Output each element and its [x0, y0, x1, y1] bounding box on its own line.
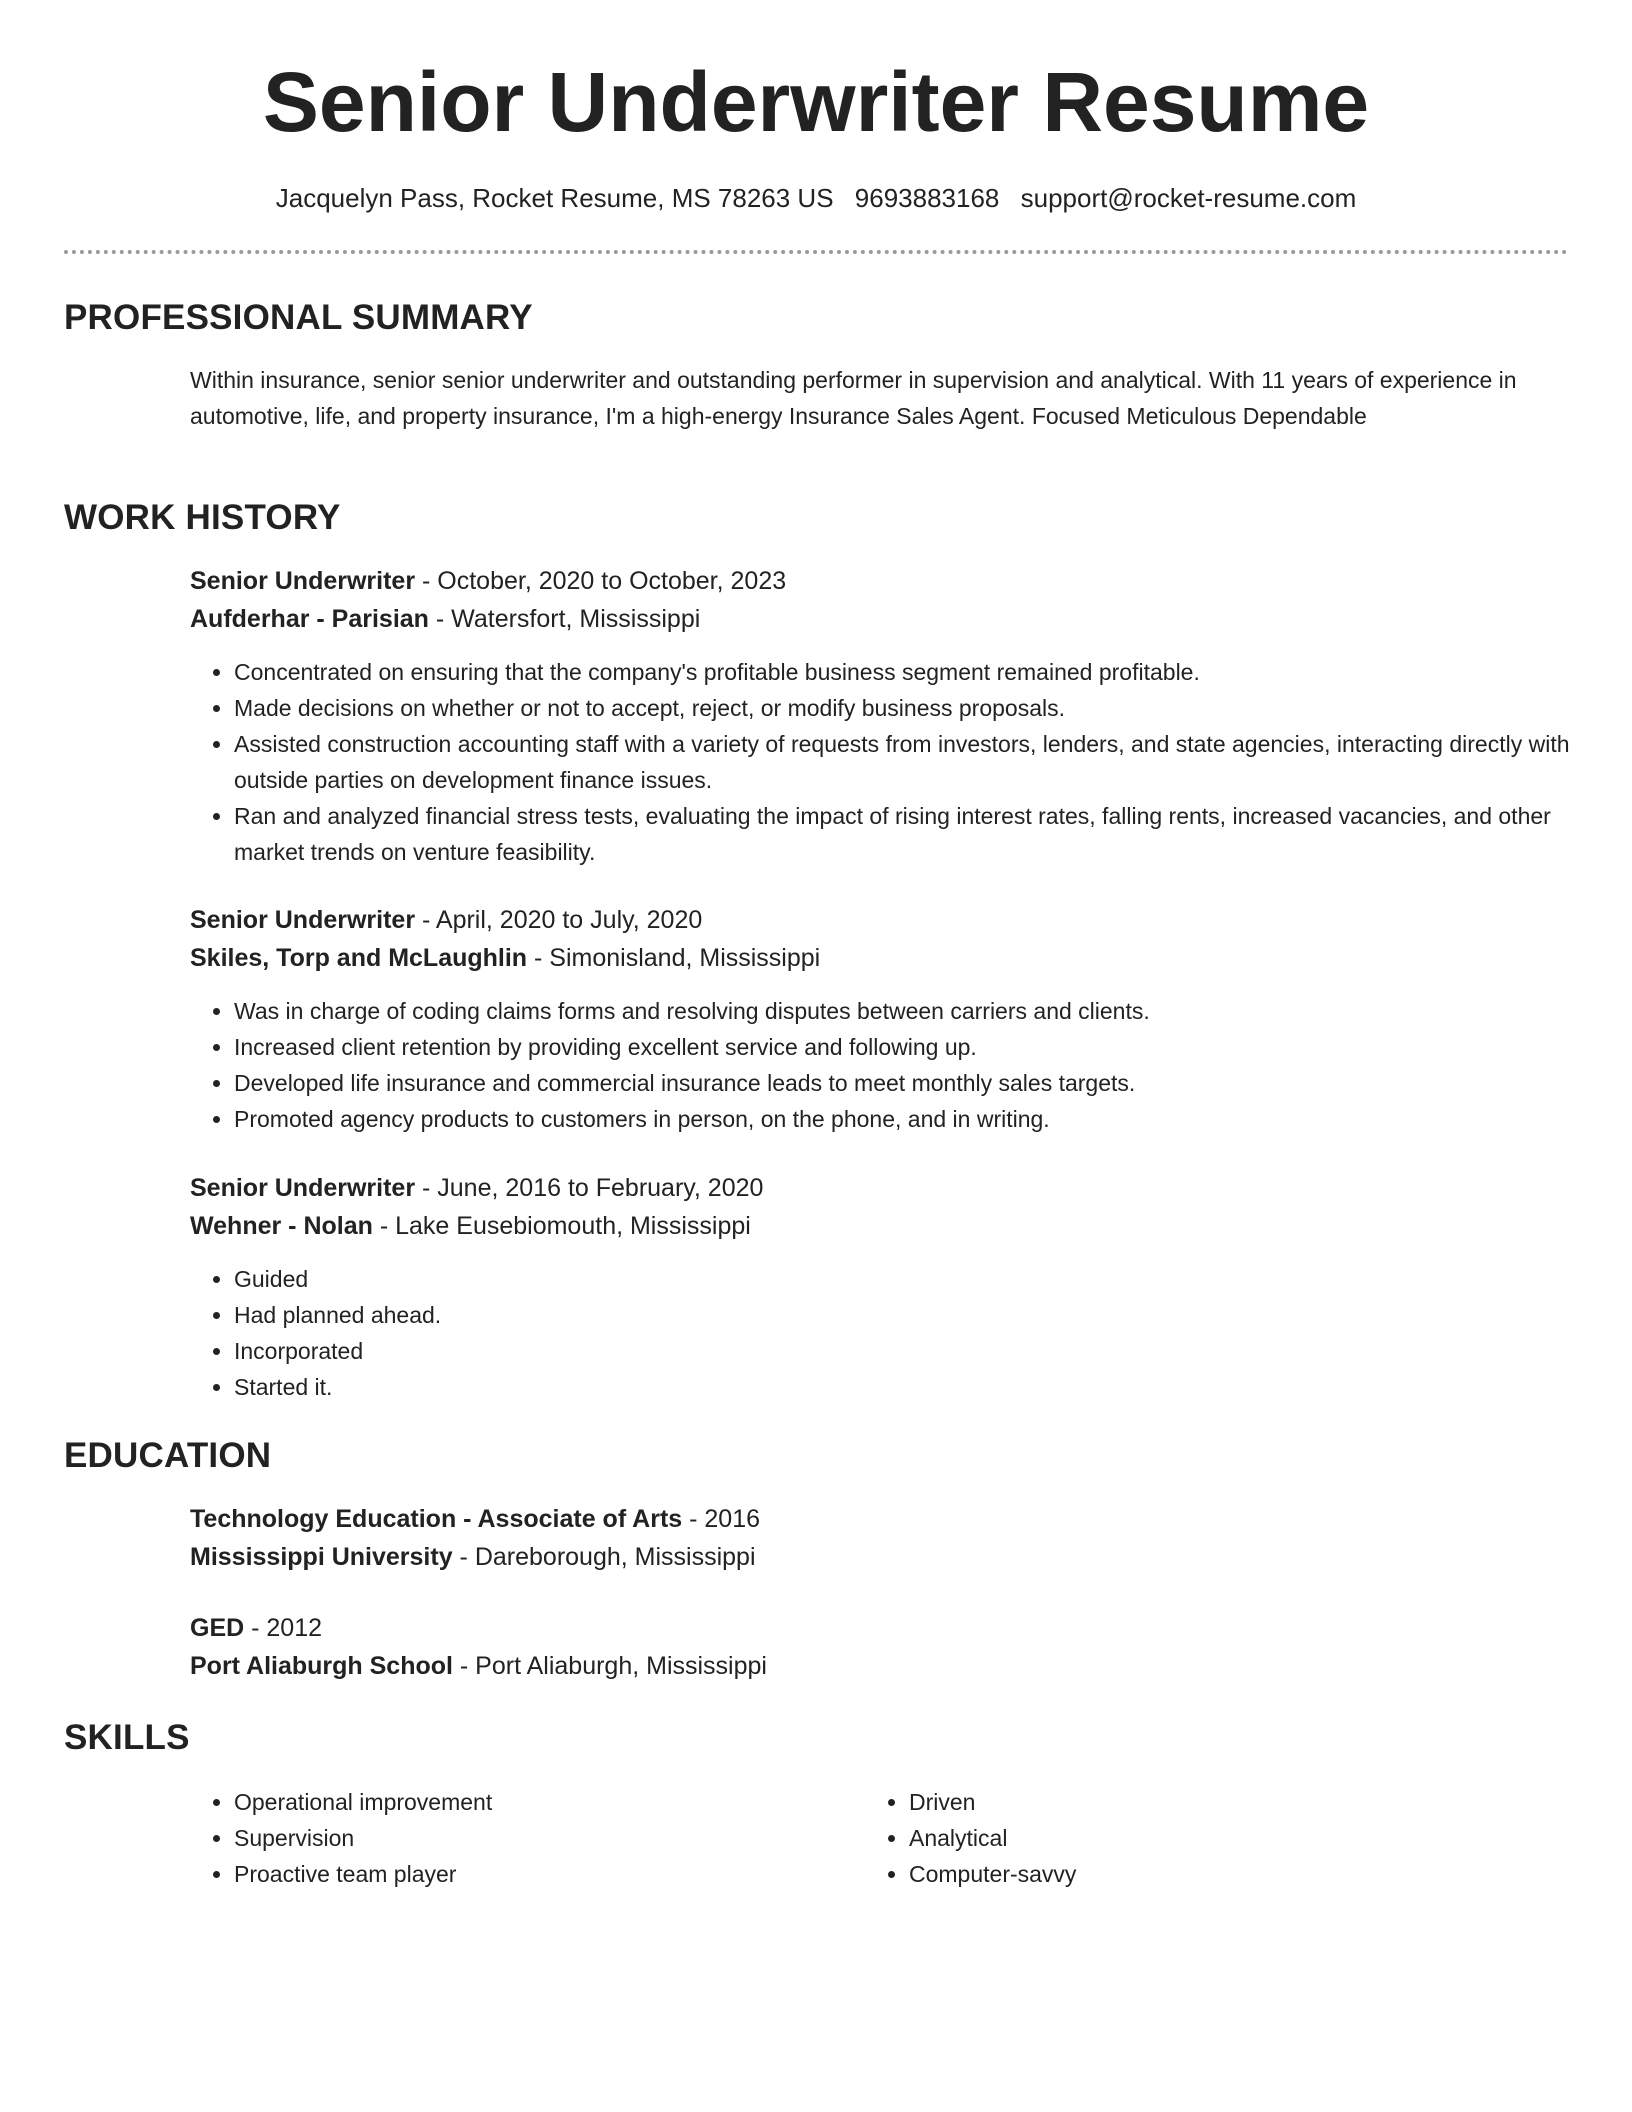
education-degree-line — [190, 1609, 1570, 1647]
job-bullet: • Started it. — [234, 1369, 1570, 1405]
skills-list — [865, 1784, 1505, 1892]
skills-column-right — [865, 1784, 1505, 1892]
education-location: - Port Aliaburgh, Mississippi — [452, 1652, 767, 1680]
job-dates: - June, 2016 to February, 2020 — [415, 1174, 764, 1202]
job-entry — [190, 562, 1570, 870]
education-year: - 2016 — [682, 1505, 761, 1533]
education-school-line — [190, 1647, 1570, 1685]
summary-heading: PROFESSIONAL SUMMARY — [64, 298, 533, 337]
education-year: - 2012 — [244, 1614, 323, 1642]
skills-list — [190, 1784, 830, 1892]
skill-item: • Computer-savvy — [909, 1856, 1505, 1892]
contact-line — [0, 180, 1632, 216]
job-bullet: • Concentrated on ensuring that the company's profitable business segment remained profitable. — [234, 654, 1570, 690]
education-school: Port Aliaburgh School — [190, 1652, 453, 1680]
education-degree: Technology Education - Associate of Arts — [190, 1505, 683, 1533]
job-company-line — [190, 939, 1570, 977]
skill-item: • Driven — [909, 1784, 1505, 1820]
skill-item: • Proactive team player — [234, 1856, 830, 1892]
job-title-line — [190, 562, 1570, 600]
job-title-line — [190, 1169, 1570, 1207]
job-bullets — [190, 993, 1570, 1137]
summary-text: Within insurance, senior senior underwriter and outstanding performer in supervision and analytical. With 11 years of experience in automotive, life, and property insurance, I'm a high-energy Insurance Sales Agent. Focused Meticulous Dependable — [190, 367, 1517, 429]
skills-column-left — [190, 1784, 830, 1892]
skill-item: • Operational improvement — [234, 1784, 830, 1820]
job-bullets — [190, 1261, 1570, 1405]
job-title: Senior Underwriter — [190, 567, 416, 595]
job-company-line — [190, 600, 1570, 638]
job-dates: - April, 2020 to July, 2020 — [415, 906, 703, 934]
work-history-heading: WORK HISTORY — [64, 498, 341, 537]
job-bullet: • Incorporated — [234, 1333, 1570, 1369]
job-bullet: • Promoted agency products to customers in person, on the phone, and in writing. — [234, 1101, 1570, 1137]
job-bullet: • Had planned ahead. — [234, 1297, 1570, 1333]
job-title-line — [190, 901, 1570, 939]
job-company: Skiles, Torp and McLaughlin — [190, 944, 528, 972]
job-company: Wehner - Nolan — [190, 1212, 373, 1240]
job-title: Senior Underwriter — [190, 1174, 416, 1202]
job-bullet: • Was in charge of coding claims forms and resolving disputes between carriers and clients. — [234, 993, 1570, 1029]
job-bullet: • Made decisions on whether or not to accept, reject, or modify business proposals. — [234, 690, 1570, 726]
contact-address: Jacquelyn Pass, Rocket Resume, MS 78263 US — [275, 183, 834, 213]
job-location: - Watersfort, Mississippi — [428, 605, 701, 633]
skill-item: • Analytical — [909, 1820, 1505, 1856]
job-dates: - October, 2020 to October, 2023 — [415, 567, 787, 595]
job-company: Aufderhar - Parisian — [190, 605, 429, 633]
education-school-line — [190, 1538, 1570, 1576]
education-entry — [190, 1500, 1570, 1576]
job-bullet: • Assisted construction accounting staff with a variety of requests from investors, lenders, and state agencies, interacting directly with outside parties on development finance issues. — [234, 726, 1570, 798]
education-degree-line — [190, 1500, 1570, 1538]
skills-heading: SKILLS — [64, 1718, 190, 1757]
skill-item: • Supervision — [234, 1820, 830, 1856]
job-bullet: • Developed life insurance and commercial insurance leads to meet monthly sales targets. — [234, 1065, 1570, 1101]
education-degree: GED — [190, 1614, 245, 1642]
page-title: Senior Underwriter Resume — [262, 55, 1370, 149]
job-company-line — [190, 1207, 1570, 1245]
job-bullet: • Increased client retention by providing excellent service and following up. — [234, 1029, 1570, 1065]
education-heading: EDUCATION — [64, 1436, 272, 1475]
header-divider — [64, 250, 1568, 254]
contact-email: support@rocket-resume.com — [1020, 183, 1357, 213]
education-location: - Dareborough, Mississippi — [452, 1543, 756, 1571]
contact-phone: 9693883168 — [854, 183, 1000, 213]
education-school: Mississippi University — [190, 1543, 453, 1571]
job-entry — [190, 901, 1570, 1137]
job-location: - Simonisland, Mississippi — [527, 944, 821, 972]
job-bullets — [190, 654, 1570, 870]
job-bullet: • Ran and analyzed financial stress tests, evaluating the impact of rising interest rates, falling rents, increased vacancies, and other market trends on venture feasibility. — [234, 798, 1570, 870]
job-location: - Lake Eusebiomouth, Mississippi — [372, 1212, 751, 1240]
job-bullet: • Guided — [234, 1261, 1570, 1297]
job-entry — [190, 1169, 1570, 1405]
job-title: Senior Underwriter — [190, 906, 416, 934]
education-entry — [190, 1609, 1570, 1685]
